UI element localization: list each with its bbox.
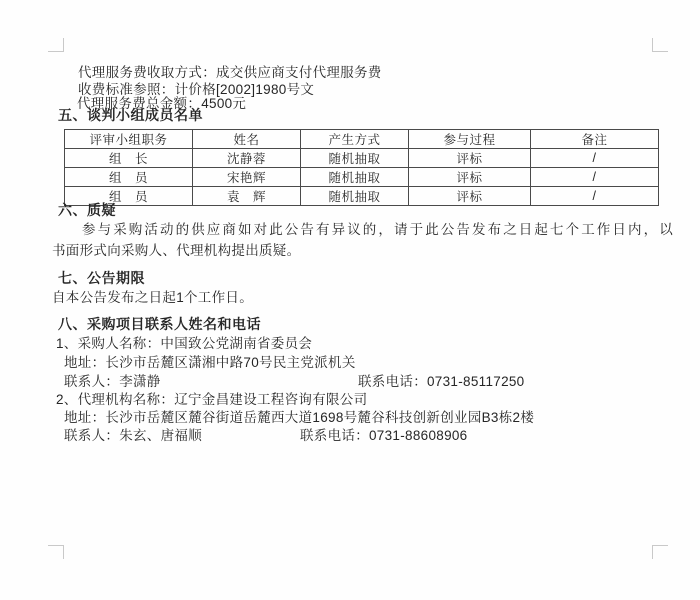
purchaser-contact-row (64, 374, 525, 389)
purchaser-contact-phone: 联系电话：0731-85117250 (358, 374, 525, 389)
cell-role: 组 员 (65, 187, 193, 206)
cell-process: 评标 (409, 168, 531, 187)
header-process: 参与过程 (409, 130, 531, 149)
crop-mark-top-right-icon (652, 38, 668, 52)
section6-paragraph-line2: 书面形式向采购人、代理机构提出质疑。 (52, 243, 301, 258)
fee-total-line: 代理服务费总金额：4500元 (77, 96, 247, 111)
cell-remark: / (531, 149, 659, 168)
cell-remark: / (531, 187, 659, 206)
cell-role: 组 长 (65, 149, 193, 168)
agency-contact-phone: 联系电话：0731-88608906 (300, 428, 468, 443)
agency-contact-person: 联系人：朱玄、唐福顺 (64, 428, 202, 443)
negotiation-team-table (64, 129, 659, 206)
crop-mark-top-left-icon (48, 38, 64, 52)
agency-address-line: 地址：长沙市岳麓区麓谷街道岳麓西大道1698号麓谷科技创新创业园B3栋2楼 (64, 410, 535, 425)
section5-heading: 五、谈判小组成员名单 (58, 107, 203, 123)
cell-remark: / (531, 168, 659, 187)
crop-mark-bottom-left-icon (48, 545, 64, 559)
crop-mark-bottom-right-icon (652, 545, 668, 559)
cell-process: 评标 (409, 187, 531, 206)
header-remark: 备注 (531, 130, 659, 149)
header-name: 姓名 (193, 130, 301, 149)
cell-name: 袁 辉 (193, 187, 301, 206)
section7-body: 自本公告发布之日起1个工作日。 (52, 290, 254, 305)
purchaser-name-line: 1、采购人名称：中国致公党湖南省委员会 (56, 336, 313, 351)
cell-selection-method: 随机抽取 (301, 168, 409, 187)
cell-selection-method: 随机抽取 (301, 187, 409, 206)
fee-standard-line: 收费标准参照：计价格[2002]1980号文 (78, 82, 315, 97)
cell-selection-method: 随机抽取 (301, 149, 409, 168)
cell-name: 宋艳辉 (193, 168, 301, 187)
header-selection-method: 产生方式 (301, 130, 409, 149)
table-row (65, 168, 659, 187)
section6-heading: 六、质疑 (58, 202, 116, 218)
cell-name: 沈静蓉 (193, 149, 301, 168)
header-role: 评审小组职务 (65, 130, 193, 149)
section7-heading: 七、公告期限 (58, 270, 145, 286)
section6-paragraph-line1: 参与采购活动的供应商如对此公告有异议的，请于此公告发布之日起七个工作日内，以 (82, 222, 675, 237)
section8-heading: 八、采购项目联系人姓名和电话 (58, 316, 261, 332)
agency-name-line: 2、代理机构名称：辽宁金昌建设工程咨询有限公司 (56, 392, 368, 407)
table-row (65, 149, 659, 168)
purchaser-contact-person: 联系人：李潇静 (64, 374, 161, 389)
purchaser-address-line: 地址：长沙市岳麓区潇湘中路70号民主党派机关 (64, 355, 356, 370)
table-header-row (65, 130, 659, 149)
cell-process: 评标 (409, 149, 531, 168)
table-row (65, 187, 659, 206)
cell-role: 组 员 (65, 168, 193, 187)
agency-contact-row (64, 428, 468, 443)
agency-fee-method-line: 代理服务费收取方式：成交供应商支付代理服务费 (78, 65, 382, 80)
